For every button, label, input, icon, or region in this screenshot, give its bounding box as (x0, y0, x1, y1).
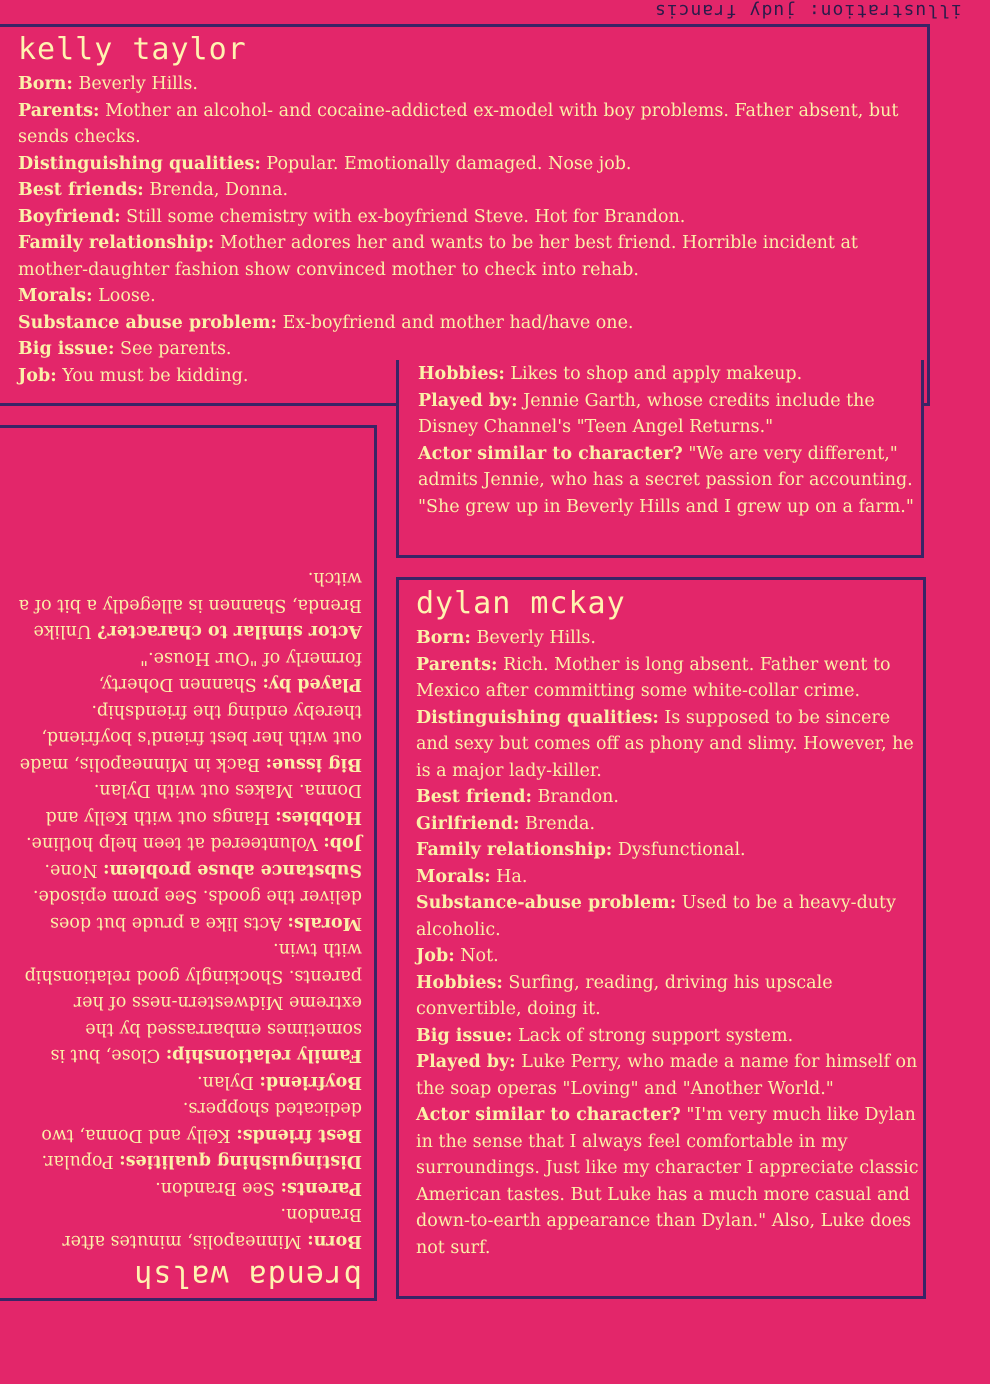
entry-label: Hobbies: (275, 807, 362, 827)
entry-text: Surfing, reading, driving his upscale convertible, doing it. (416, 972, 833, 1019)
profile-entry (18, 1201, 362, 1254)
entry-text: "We are very different," admits Jennie, who has a secret passion for accounting. "She grew up in Beverly Hills and I grew up on a farm." (418, 443, 914, 517)
entry-label: Morals: (287, 913, 362, 933)
entry-label: Big issue: (18, 339, 115, 359)
entry-text: Shannen Doherty, formerly of "Our House." (98, 648, 362, 695)
profile-entry (18, 204, 918, 231)
profile-entry (18, 230, 918, 283)
entry-text: Rich. Mother is long absent. Father went to Mexico after committing some white-collar crime. (416, 654, 891, 701)
entry-text: Back in Minneapolis, made out with her best friend's boyfriend, thereby ending the friendship. (19, 701, 362, 774)
entry-label: Big issue: (416, 1025, 513, 1046)
profile-entry (18, 71, 918, 98)
profile-entry (416, 943, 922, 970)
entry-label: Family relationship: (18, 233, 215, 253)
entry-label: Best friends: (18, 180, 144, 200)
entry-text: Not. (460, 946, 499, 966)
entry-label: Substance abuse problem: (103, 860, 362, 880)
profile-entry (416, 625, 922, 652)
profile-entry (416, 1102, 922, 1261)
entry-label: Parents: (416, 654, 498, 675)
entry-text: Acts like a prude but does deliver the goods. See prom episode. (32, 886, 362, 933)
entry-text: You must be kidding. (62, 365, 249, 386)
entry-label: Actor similar to character? (416, 1105, 681, 1125)
entry-text: Popular. (41, 1151, 114, 1172)
profile-entry (18, 283, 918, 310)
profile-entry (18, 645, 362, 698)
profile-entry (416, 890, 922, 943)
entry-text: Used to be a heavy-duty alcoholic. (416, 893, 896, 940)
kelly-name: kelly taylor (18, 32, 247, 67)
entry-label: Distinguishing qualities: (18, 153, 261, 174)
profile-entry (416, 652, 922, 705)
profile-entry (416, 1049, 922, 1102)
entry-text: Popular. Emotionally damaged. Nose job. (266, 153, 632, 174)
profile-entry (416, 784, 922, 811)
entry-text: See Brandon. (155, 1178, 275, 1198)
entry-text: Beverly Hills. (476, 628, 596, 648)
entry-text: Mother an alcohol- and cocaine-addicted ex-model with boy problems. Father absent, but sends checks. (18, 100, 899, 147)
brenda-list (18, 565, 362, 1254)
entry-text: Is supposed to be sincere and sexy but comes off as phony and slimy. However, he is a major lady-killer. (416, 707, 914, 781)
profile-entry (418, 441, 918, 521)
entry-text: Lack of strong support system. (518, 1025, 794, 1046)
entry-label: Job: (416, 946, 455, 966)
entry-text: Loose. (98, 286, 156, 306)
profile-entry (418, 388, 918, 441)
profile-entry (18, 777, 362, 830)
illustration-credit: illustration: judy francis (654, 0, 962, 21)
profile-entry (418, 361, 918, 388)
entry-text: None. (44, 860, 98, 880)
profile-entry (416, 705, 922, 785)
entry-label: Substance abuse problem: (18, 312, 277, 333)
entry-text: Dylan. (197, 1072, 254, 1092)
brenda-name: brenda walsh (133, 1258, 362, 1293)
profile-entry (18, 98, 918, 151)
entry-label: Job: (18, 365, 57, 386)
entry-label: Best friend: (416, 787, 532, 807)
entry-text: "I'm very much like Dylan in the sense that I always feel comfortable in my surroundings. Just like my character I appreciate classic American tastes. But Luke has a much more casual and down-to-earth appearance than Dylan." Also, Luke does not surf. (416, 1105, 919, 1258)
entry-label: Played by: (262, 674, 362, 695)
entry-label: Played by: (418, 390, 518, 411)
profile-entry (18, 936, 362, 1069)
brenda-section (18, 433, 362, 1293)
entry-text: Brenda, Donna. (149, 180, 289, 200)
entry-text: Brenda. (525, 813, 596, 834)
profile-entry (18, 565, 362, 645)
entry-text: Beverly Hills. (78, 74, 198, 94)
entry-text: Dysfunctional. (617, 840, 746, 860)
profile-entry (18, 310, 918, 337)
entry-label: Actor similar to character? (418, 443, 683, 464)
profile-entry (416, 864, 922, 891)
dylan-name: dylan mckay (416, 586, 626, 621)
profile-entry (18, 151, 918, 178)
profile-entry (18, 177, 918, 204)
profile-entry (18, 1175, 362, 1202)
profile-entry (18, 1095, 362, 1148)
dylan-section (416, 586, 922, 1261)
entry-label: Substance-abuse problem: (416, 893, 677, 913)
entry-text: Still some chemistry with ex-boyfriend Steve. Hot for Brandon. (126, 206, 686, 227)
entry-label: Parents: (280, 1178, 362, 1198)
entry-label: Best friends: (236, 1125, 362, 1145)
profile-entry (416, 811, 922, 838)
profile-entry (18, 336, 918, 363)
entry-text: Likes to shop and apply makeup. (510, 364, 803, 384)
entry-text: Ha. (496, 866, 528, 887)
profile-entry (18, 1069, 362, 1096)
entry-text: Minneapolis, minutes after Brandon. (62, 1204, 362, 1251)
entry-text: Kelly and Donna, two dedicated shoppers. (41, 1098, 362, 1145)
entry-label: Job: (323, 833, 362, 854)
entry-text: Close, but is sometimes embarrassed by the extreme Midwestern-ness of her parents. Shockingly good relationship with twin. (24, 939, 362, 1066)
profile-entry (18, 857, 362, 884)
entry-label: Distinguishing qualities: (416, 707, 659, 728)
entry-label: Big issue: (265, 754, 362, 774)
entry-label: Born: (18, 74, 73, 94)
dylan-list (416, 625, 922, 1261)
profile-entry (18, 883, 362, 936)
entry-label: Girlfriend: (416, 813, 520, 834)
entry-text: See parents. (120, 339, 232, 359)
entry-text: Luke Perry, who made a name for himself on the soap operas "Loving" and "Another World." (416, 1052, 918, 1099)
profile-entry (18, 830, 362, 857)
entry-label: Born: (307, 1231, 362, 1251)
entry-label: Distinguishing qualities: (119, 1151, 362, 1172)
entry-text: Hangs out with Kelly and Donna. Makes out with Dylan. (45, 780, 362, 827)
entry-label: Parents: (18, 100, 100, 121)
entry-text: Brandon. (537, 787, 619, 807)
entry-label: Morals: (416, 866, 491, 887)
entry-text: Volunteered at teen help hotline. (26, 833, 318, 854)
entry-label: Morals: (18, 286, 93, 306)
entry-label: Born: (416, 628, 471, 648)
entry-label: Boyfriend: (259, 1072, 362, 1092)
profile-entry (416, 1023, 922, 1050)
profile-entry (416, 970, 922, 1023)
entry-label: Family relationship: (165, 1045, 362, 1066)
entry-label: Hobbies: (418, 364, 505, 384)
entry-label: Hobbies: (416, 972, 503, 993)
profile-entry (18, 698, 362, 778)
kelly-section (18, 32, 918, 389)
kelly-main-list (18, 71, 918, 389)
profile-entry (416, 837, 922, 864)
entry-label: Played by: (416, 1052, 516, 1072)
entry-text: Ex-boyfriend and mother had/have one. (282, 312, 634, 333)
profile-entry (18, 1148, 362, 1175)
entry-text: Mother adores her and wants to be her best friend. Horrible incident at mother-daughter fashion show convinced mother to check into rehab. (18, 233, 858, 280)
entry-label: Family relationship: (416, 840, 613, 860)
kelly-right-column (418, 361, 918, 520)
entry-label: Boyfriend: (18, 206, 121, 227)
entry-label: Actor similar to character? (97, 621, 362, 642)
entry-text: Unlike Brenda, Shannen is allegedly a bit of a witch. (18, 568, 362, 642)
entry-text: Jennie Garth, whose credits include the Disney Channel's "Teen Angel Returns." (418, 390, 875, 437)
